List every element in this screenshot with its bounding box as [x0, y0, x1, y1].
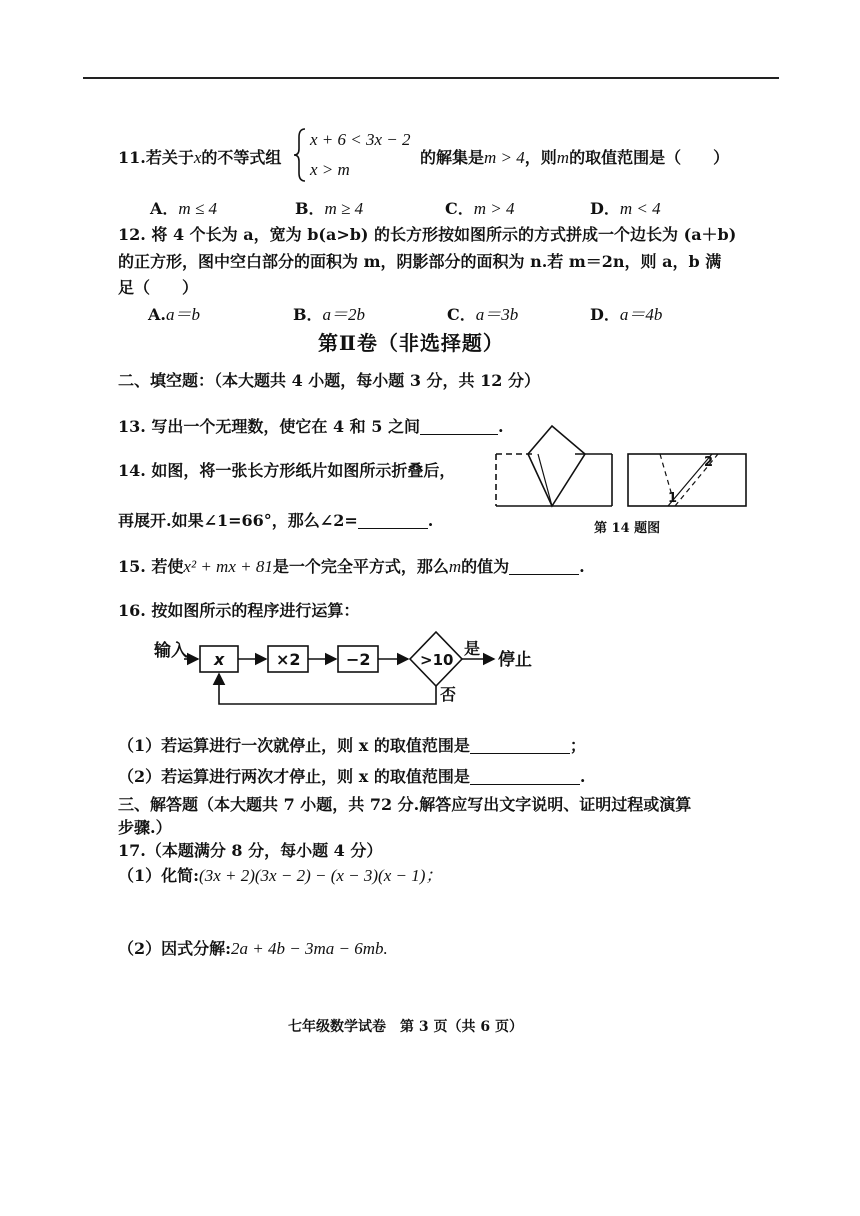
q14-angle-1-label: 1: [668, 491, 678, 506]
q15-expression: x² + mx + 81: [183, 557, 273, 576]
q11-option-c[interactable]: [445, 196, 515, 219]
q17-head: 17.（本题满分 8 分，每小题 4 分）: [118, 841, 383, 860]
q16-sub-2-text: （2）若运算进行两次才停止，则 x 的取值范围是: [118, 767, 470, 786]
q16-sub-2-blank[interactable]: [470, 768, 580, 785]
q11-text-2: 的不等式组: [201, 148, 282, 167]
option-expr: m ≥ 4: [324, 199, 364, 218]
q12-option-c[interactable]: [447, 300, 518, 325]
q15-var-m: m: [448, 557, 462, 576]
q11-text-5: 的取值范围是（ ）: [569, 148, 730, 167]
q16-sub-1-end: ；: [569, 736, 586, 755]
q16-stem: 16. 按如图所示的程序进行运算：: [118, 601, 360, 620]
q11-text-3: 的解集是: [420, 148, 485, 167]
q11-number: 11: [118, 148, 141, 167]
flow-box-minus2-label: −2: [346, 650, 371, 669]
option-label: A.: [148, 305, 166, 324]
q11-system-brace: [293, 127, 307, 183]
option-expr: a＝3b: [475, 305, 519, 324]
q14-answer-blank[interactable]: [358, 512, 428, 529]
flow-box-times2-label: ×2: [276, 650, 301, 669]
q14-angle-2-label: 2: [704, 455, 714, 470]
q11-var-m: m: [556, 148, 570, 167]
section-3-heading-line-2: 步骤.）: [118, 818, 172, 837]
header-rule: [83, 77, 779, 79]
q12-option-d[interactable]: [590, 300, 662, 325]
flow-input-label: 输入: [154, 641, 188, 661]
q11-text-4: ，则: [524, 148, 557, 167]
option-expr: a＝4b: [619, 305, 663, 324]
page-footer: 七年级数学试卷 第 3 页（共 6 页）: [288, 1019, 523, 1035]
q14-line-1: 14. 如图，将一张长方形纸片如图所示折叠后，: [118, 461, 456, 480]
q15: [118, 554, 585, 577]
q13-text: 13. 写出一个无理数，使它在 4 和 5 之间: [118, 417, 420, 436]
q11-text-1: .若关于: [140, 148, 194, 167]
q16-sub-2: [118, 764, 585, 787]
q11-inequality-2: x > m: [310, 160, 350, 179]
q13-answer-blank[interactable]: [420, 418, 498, 435]
option-label: B．: [293, 305, 323, 324]
part-2-title: 第Ⅱ卷（非选择题）: [318, 331, 504, 355]
flow-yes-label: 是: [464, 639, 481, 658]
option-expr: a＝b: [165, 305, 200, 324]
option-label: C．: [445, 199, 474, 218]
q17-sub-1-label: （1）化简:: [118, 866, 200, 885]
q11-option-a[interactable]: [150, 196, 217, 219]
q11-inequality-1: x + 6 < 3x − 2: [310, 130, 411, 149]
option-expr: m > 4: [473, 199, 515, 218]
option-expr: a＝2b: [322, 305, 366, 324]
q16-sub-1-blank[interactable]: [470, 737, 570, 754]
flow-box-x-label: x: [214, 650, 225, 669]
option-label: D．: [590, 199, 620, 218]
q12-line-2: 的正方形，图中空白部分的面积为 m，阴影部分的面积为 n.若 m＝2n，则 a，b 满: [118, 252, 722, 271]
option-label: C．: [447, 305, 476, 324]
option-label: D．: [590, 305, 620, 324]
q13-end: .: [497, 417, 504, 436]
q17-sub-1: [118, 861, 442, 886]
option-label: A．: [150, 199, 179, 218]
q17-sub-2: [118, 936, 388, 959]
q14-text: 再展开.如果∠1=66°，那么∠2=: [118, 511, 358, 530]
flow-no-label: 否: [440, 685, 457, 704]
q11-condition: m > 4: [484, 148, 525, 167]
q15-text-2: 是一个完全平方式，那么: [272, 557, 449, 576]
q11-option-b[interactable]: [295, 196, 363, 219]
q14-left-rectangle: [496, 426, 612, 506]
q15-answer-blank[interactable]: [509, 558, 579, 575]
option-expr: m < 4: [619, 199, 661, 218]
q11-var-x: x: [193, 148, 202, 167]
option-expr: m ≤ 4: [178, 199, 218, 218]
q16-sub-1: [118, 733, 586, 756]
q15-text-3: 的值为: [461, 557, 510, 576]
q12-line-3: 足（ ）: [118, 278, 199, 297]
q17-sub-1-expr: (3x + 2)(3x − 2) − (x − 3)(x − 1)；: [199, 866, 443, 885]
section-2-heading: 二、填空题：（本大题共 4 小题，每小题 3 分，共 12 分）: [118, 371, 540, 390]
flow-decision-label: >10: [420, 651, 454, 669]
q16-flowchart: [148, 628, 548, 708]
q15-text-1: 15. 若使: [118, 557, 184, 576]
flow-loop-back: [219, 674, 436, 704]
q11-stem-end: [420, 145, 729, 168]
flow-stop-label: 停止: [498, 650, 532, 670]
q16-sub-2-end: .: [579, 767, 586, 786]
section-3-heading-line-1: 三、解答题（本大题共 7 小题，共 72 分.解答应写出文字说明、证明过程或演算: [118, 795, 692, 814]
q17-sub-2-label: （2）因式分解:: [118, 939, 232, 958]
q16-sub-1-text: （1）若运算进行一次就停止，则 x 的取值范围是: [118, 736, 470, 755]
q12-option-b[interactable]: [293, 300, 365, 325]
q14-fold-figure: [490, 418, 760, 518]
q11-stem-start: [118, 145, 281, 168]
q14-line-2: [118, 508, 433, 531]
q14-figure-caption: 第 14 题图: [594, 521, 661, 536]
option-label: B．: [295, 199, 325, 218]
q17-sub-2-expr: 2a + 4b − 3ma − 6mb.: [231, 939, 388, 958]
q13: [118, 414, 504, 437]
q12-line-1: 12. 将 4 个长为 a，宽为 b(a>b) 的长方形按如图所示的方式拼成一个边长为 (a＋b): [118, 225, 737, 244]
q15-end: .: [579, 557, 585, 576]
q14-end: .: [427, 511, 434, 530]
q12-option-a[interactable]: [148, 300, 200, 325]
q14-right-rectangle: [628, 454, 746, 506]
q11-option-d[interactable]: [590, 196, 661, 219]
